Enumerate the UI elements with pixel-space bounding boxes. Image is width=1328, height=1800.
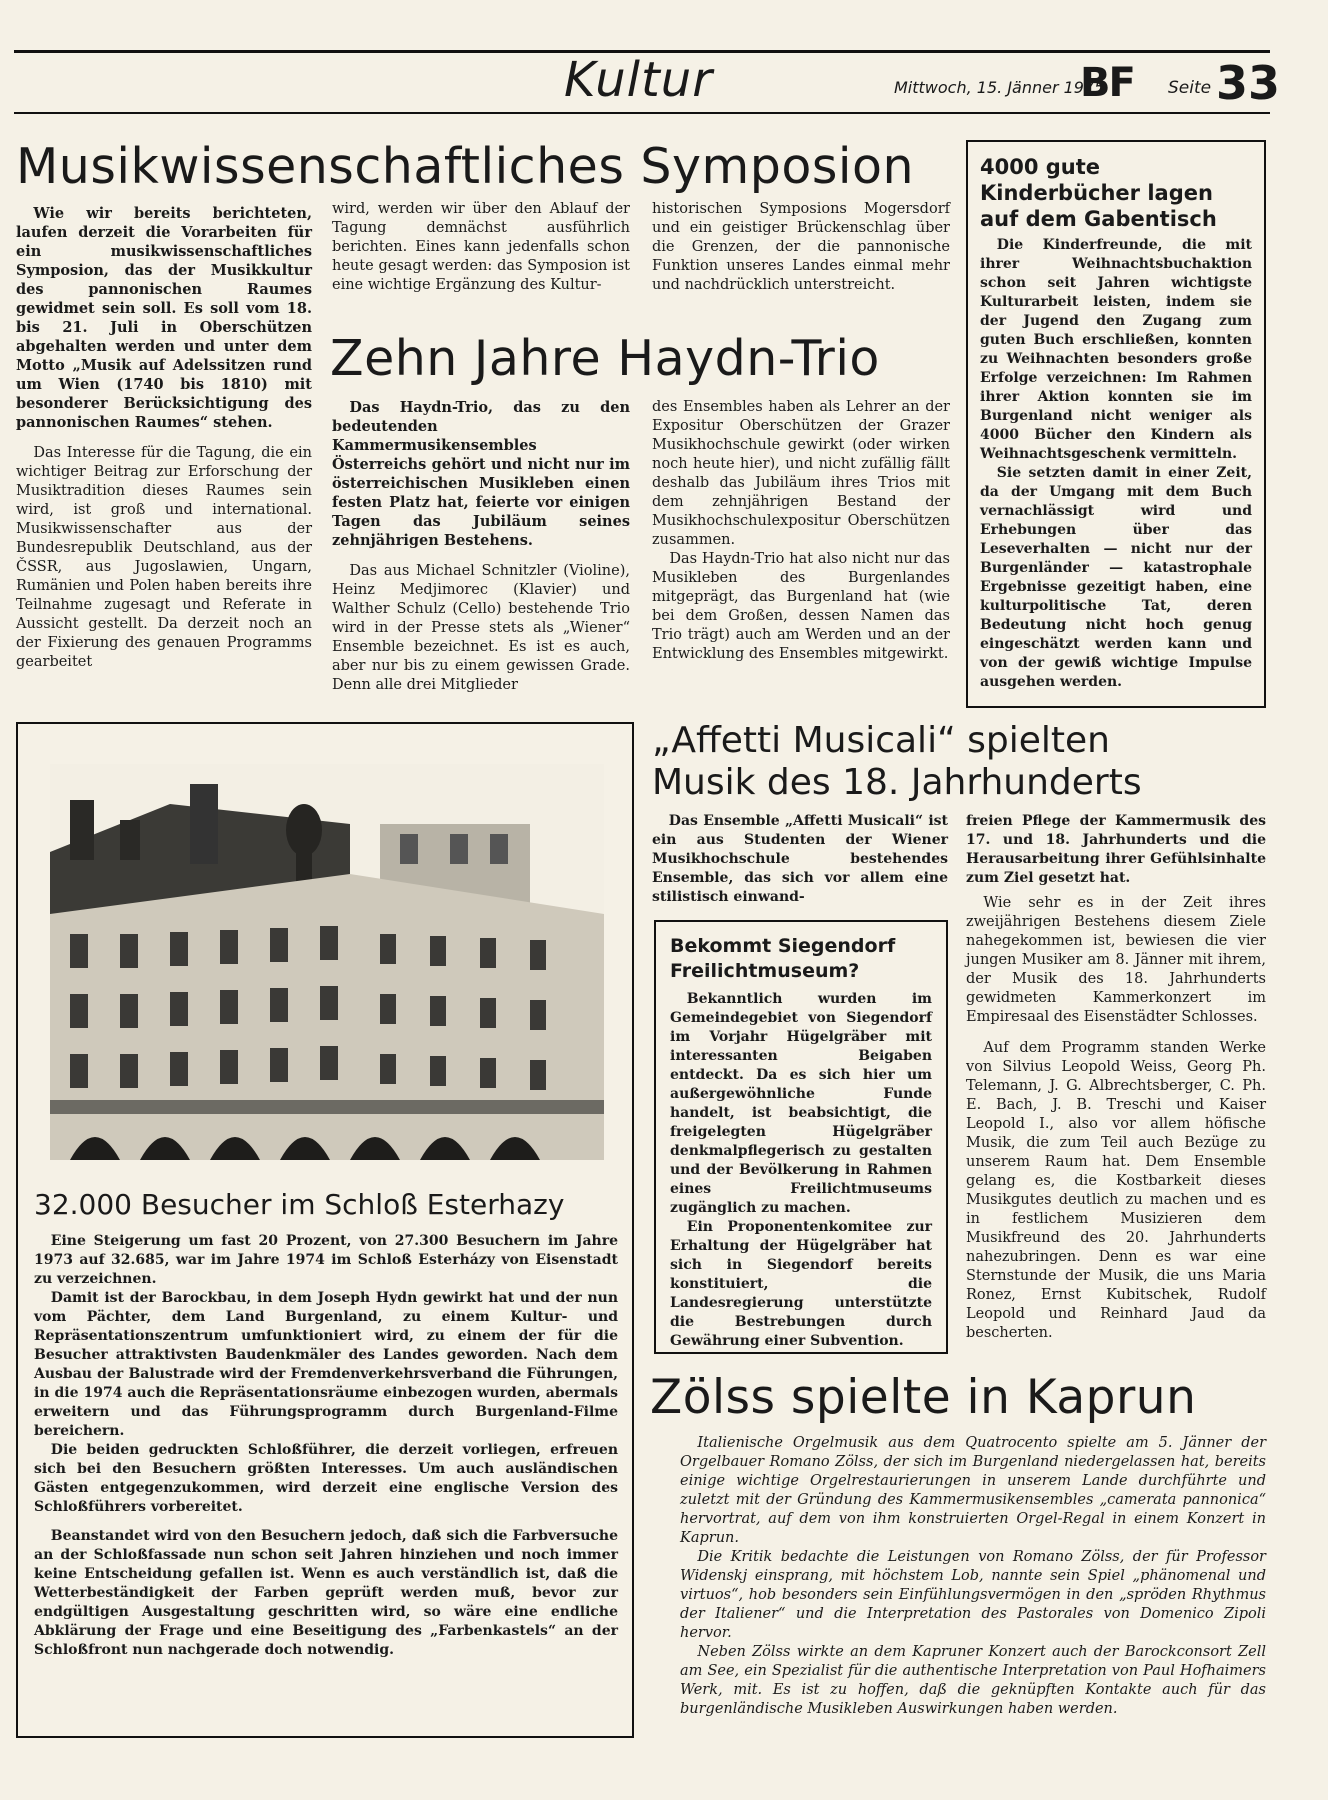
headline-esterhazy: 32.000 Besucher im Schloß Esterhazy bbox=[34, 1188, 565, 1221]
kinderbuecher-body bbox=[980, 236, 1252, 692]
masthead-bottom-rule bbox=[14, 112, 1270, 114]
newspaper-logo: BF bbox=[1080, 60, 1134, 106]
schloss-esterhazy-photo bbox=[50, 764, 604, 1160]
zoelss-body bbox=[680, 1434, 1266, 1719]
affetti-column-2 bbox=[966, 812, 1266, 888]
affetti-lead: Das Ensemble „Affetti Musicali“ ist ein aus Studenten der Wiener Musikhochschule bestehendes Ensemble, das sich vor allem eine stilistisch einwand- bbox=[652, 813, 948, 905]
issue-date: Mittwoch, 15. Jänner 1975 bbox=[894, 78, 1105, 97]
affetti-paragraph: Auf dem Programm standen Werke von Silvius Leopold Weiss, Georg Ph. Telemann, J. G. Albrechtsberger, C. Ph. E. Bach, J. B. Treschi und Kaiser Leopold I., also vor allem höfische Musik, die zum Teil auch Bezüge zu unserem Raum hat. Dem Ensemble gelang es, die Kostbarkeit dieses Musikgutes deutlich zu machen und es in festlichem Musizieren dem Musikfreund des 20. Jahrhunderts nahezubringen. Denn es war eine Sternstunde der Musik, die uns Maria Ronez, Ernst Kubitschek, Rudolf Leopold und Reinhard Jaud da bescherten. bbox=[966, 1040, 1266, 1341]
affetti-paragraph: Wie sehr es in der Zeit ihres zweijährigen Bestehens diesem Ziele nahegekommen ist, bewiesen die vier jungen Musiker am 8. Jänner mit ihrem, der Musik des 18. Jahrhunderts gewidmeten Kammerkonzert im Empiresaal des Eisenstädter Schlosses. bbox=[966, 895, 1266, 1025]
headline-haydn: Zehn Jahre Haydn-Trio bbox=[330, 330, 880, 387]
symposion-column-2 bbox=[332, 200, 630, 295]
affetti-body bbox=[966, 894, 1266, 1343]
headline-zoelss: Zölss spielte in Kaprun bbox=[650, 1370, 1197, 1425]
symposion-paragraph: historischen Symposions Mogersdorf und ein geistiger Brückenschlag über die Grenzen, der die pannonische Funktion unseres Landes einmal mehr und nachdrücklich unterstreicht. bbox=[652, 201, 950, 293]
page-label: Seite bbox=[1168, 78, 1212, 98]
symposion-paragraph: wird, werden wir über den Ablauf der Tagung demnächst ausführlich berichten. Eines kann jedenfalls schon heute gesagt werden: das Symposion ist eine wichtige Ergänzung des Kultur- bbox=[332, 201, 630, 293]
haydn-paragraph: Das aus Michael Schnitzler (Violine), Heinz Medjimorec (Klavier) und Walther Schulz (Cello) bestehende Trio wird in der Presse stets als „Wiener“ Ensemble bezeichnet. Es ist es auch, aber nur bis zu einem gewissen Grade. Denn alle drei Mitglieder bbox=[332, 563, 630, 693]
affetti-lead: freien Pflege der Kammermusik des 17. und 18. Jahrhunderts und die Herausarbeitung ihrer Gefühlsinhalte zum Ziel gesetzt hat. bbox=[966, 813, 1266, 886]
page-number: 33 bbox=[1216, 56, 1281, 110]
haydn-lead: Das Haydn-Trio, das zu den bedeutenden Kammermusikensembles Österreichs gehört und nicht nur im österreichischen Musikleben einen festen Platz hat, feierte vor einigen Tagen das Jubiläum seines zehnjährigen Bestehens. bbox=[332, 399, 630, 549]
symposion-column-3 bbox=[652, 200, 950, 295]
esterhazy-paragraph: Eine Steigerung um fast 20 Prozent, von 27.300 Besuchern im Jahre 1973 auf 32.685, war im Jahre 1974 im Schloß Esterházy von Eisenstadt zu verzeichnen. bbox=[34, 1233, 618, 1287]
siegendorf-body bbox=[670, 990, 932, 1351]
box-kinderbuecher bbox=[966, 140, 1266, 708]
symposion-paragraph: Das Interesse für die Tagung, die ein wichtiger Beitrag zur Erforschung der Musiktradition dieses Raumes sein wird, ist groß und international. Musikwissenschafter aus der Bundesrepublik Deutschland, aus der ČSSR, aus Jugoslawien, Ungarn, Rumänien und Polen haben bereits ihre Teilnahme zugesagt und Referate in Aussicht gestellt. Da derzeit noch an der Fixierung des genauen Programms gearbeitet bbox=[16, 445, 312, 670]
kinderbuecher-paragraph: Die Kinderfreunde, die mit ihrer Weihnachtsbuchaktion schon seit Jahren wichtigste Kulturarbeit leisten, indem sie der Jugend den Zugang zum guten Buch erschließen, konnten zu Weihnachten besonders große Erfolge verzeichnen: Im Rahmen ihrer Aktion konnten sie im Burgenland nicht weniger als 4000 Bücher den Kindern als Weihnachtsgeschenk vermitteln. bbox=[980, 237, 1252, 462]
siegendorf-title: Bekommt Siegendorf Freilichtmuseum? bbox=[670, 935, 896, 982]
esterhazy-paragraph: Beanstandet wird von den Besuchern jedoch, daß sich die Farbversuche an der Schloßfassade nun schon seit Jahren hinziehen und noch immer keine Entscheidung gefallen ist. Wenn es auch verständlich ist, daß die Wetterbeständigkeit der Farben geprüft werden muß, bevor zur endgültigen Ausgestaltung geschritten wird, so wäre eine endliche Abklärung der Frage und eine Beseitigung des „Farbenkastels“ an der Schloßfront nun nachgerade doch notwendig. bbox=[34, 1528, 618, 1658]
haydn-paragraph: Das Haydn-Trio hat also nicht nur das Musikleben des Burgenlandes mitgeprägt, das Burgenland hat (wie bei dem Großen, dessen Namen das Trio trägt) auch am Werden und an der Entwicklung des Ensembles mitgewirkt. bbox=[652, 551, 950, 662]
esterhazy-paragraph: Die beiden gedruckten Schloßführer, die derzeit vorliegen, erfreuen sich bei den Besuchern größten Interesses. Um auch ausländischen Gästen entgegenzukommen, wird derzeit eine englische Version des Schloßführers vorbereitet. bbox=[34, 1442, 618, 1515]
haydn-paragraph: des Ensembles haben als Lehrer an der Expositur Oberschützen der Grazer Musikhochschule gewirkt (oder wirken noch heute hier), und nicht zufällig fällt deshalb das Jubiläum ihres Trios mit dem zehnjährigen Bestand der Musikhochschulexpositur Oberschützen zusammen. bbox=[652, 399, 950, 548]
headline-symposion: Musikwissenschaftliches Symposion bbox=[16, 138, 915, 195]
symposion-lead: Wie wir bereits berichteten, laufen derzeit die Vorarbeiten für ein musikwissenschaftliches Symposion, das der Musikkultur des pannonischen Raumes gewidmet sein soll. Es soll vom 18. bis 21. Juli in Oberschützen abgehalten werden und unter dem Motto „Musik auf Adelssitzen rund um Wien (1740 bis 1810) mit besonderer Berücksichtigung des pannonischen Raumes“ stehen. bbox=[16, 205, 312, 431]
box-siegendorf bbox=[654, 920, 948, 1354]
esterhazy-body bbox=[34, 1232, 618, 1660]
siegendorf-paragraph: Bekanntlich wurden im Gemeindegebiet von Siegendorf im Vorjahr Hügelgräber mit interessanten Beigaben entdeckt. Da es sich hier um außergewöhnliche Funde handelt, ist beabsichtigt, die freigelegten Hügelgräber denkmalpflegerisch zu gestalten und der Bevölkerung in Rahmen eines Freilichtmuseums zugänglich zu machen. bbox=[670, 991, 932, 1216]
headline-affetti-line-1: „Affetti Musicali“ spielten bbox=[652, 720, 1110, 761]
zoelss-paragraph: Italienische Orgelmusik aus dem Quatrocento spielte am 5. Jänner der Orgelbauer Romano Zölss, der sich im Burgenland niedergelassen hat, bereits einige wichtige Orgelrestaurierungen in unserem Lande durchführte und zuletzt mit der Gründung des Kammermusikensembles „camerata pannonica“ hervortrat, auf dem von ihm konstruierten Orgel-Regal in einem Konzert in Kaprun. bbox=[680, 1435, 1266, 1546]
esterhazy-paragraph: Damit ist der Barockbau, in dem Joseph Hydn gewirkt hat und der nun vom Pächter, dem Land Burgenland, zu einem Kultur- und Repräsentationszentrum umfunktioniert wird, zu einem der für die Besucher attraktivsten Baudenkmäler des Landes geworden. Nach dem Ausbau der Balustrade wird der Fremdenverkehrsverband die Führungen, in die 1974 auch die Repräsentationsräume einbezogen wurden, abermals erweitern und das Führungsprogramm durch Burgenland-Filme bereichern. bbox=[34, 1290, 618, 1439]
haydn-column-2 bbox=[652, 398, 950, 664]
affetti-lead-a bbox=[652, 812, 948, 907]
haydn-column-1 bbox=[332, 398, 630, 695]
section-title: Kultur bbox=[564, 52, 713, 108]
headline-affetti-line-2: Musik des 18. Jahrhunderts bbox=[652, 762, 1142, 803]
siegendorf-paragraph: Ein Proponentenkomitee zur Erhaltung der Hügelgräber hat sich in Siegendorf bereits konstituiert, die Landesregierung unterstützte die Bestrebungen durch Gewährung einer Subvention. bbox=[670, 1219, 932, 1349]
kinderbuecher-title: 4000 gute Kinderbücher lagen auf dem Gabentisch bbox=[980, 155, 1217, 231]
zoelss-paragraph: Neben Zölss wirkte an dem Kapruner Konzert auch der Barockconsort Zell am See, ein Spezialist für die authentische Interpretation von Paul Hofhaimers Werk, mit. Es ist zu hoffen, daß die geknüpften Kontakte auch für das burgenländische Musikleben Auswirkungen haben werden. bbox=[680, 1644, 1266, 1717]
zoelss-paragraph: Die Kritik bedachte die Leistungen von Romano Zölss, der für Professor Widenskj einsprang, mit höchstem Lob, nannte sein Spiel „phänomenal und virtuos“, hob besonders sein Einfühlungsvermögen in den „spröden Rhythmus der Italiener“ und die Interpretation des Pastorales von Domenico Zipoli hervor. bbox=[680, 1549, 1266, 1641]
kinderbuecher-paragraph: Sie setzten damit in einer Zeit, da der Umgang mit dem Buch vernachlässigt wird und Erhebungen über das Leseverhalten — nicht nur der Burgenländer — katastrophale Ergebnisse gezeitigt haben, eine kulturpolitische Tat, deren Bedeutung nicht hoch genug eingeschätzt werden kann und von der gewiß wichtige Impulse ausgehen werden. bbox=[980, 465, 1252, 690]
symposion-column-1 bbox=[16, 204, 312, 672]
